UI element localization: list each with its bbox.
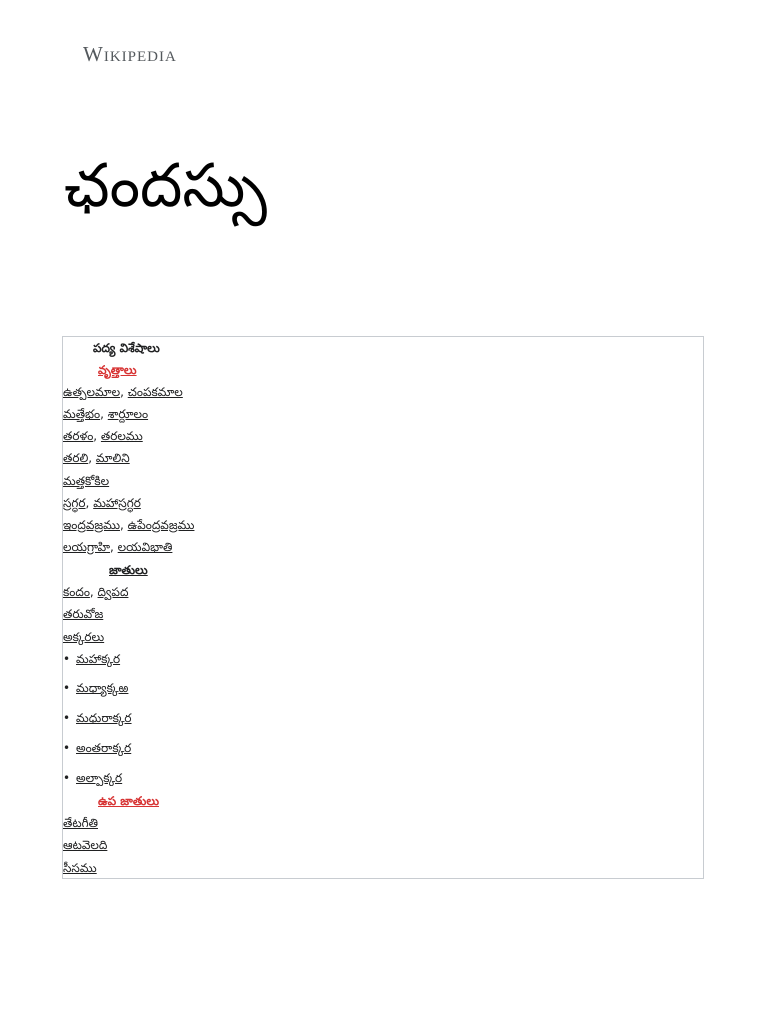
- link-utpalamala[interactable]: ఉత్పలమాల: [63, 385, 121, 399]
- link-champakamala[interactable]: చంపకమాల: [127, 385, 183, 399]
- link-tarali[interactable]: తరలి: [63, 451, 89, 465]
- list-item: ఇంద్రవజ్రము, ఉపేంద్రవజ్రము: [63, 518, 195, 532]
- link-mahasragdhara[interactable]: మహాస్రగ్ధర: [93, 496, 141, 510]
- link-upendravajramu[interactable]: ఉపేంద్రవజ్రము: [127, 518, 195, 532]
- link-akkaralu[interactable]: అక్కరలు: [63, 630, 105, 644]
- list-item: [63, 627, 104, 647]
- link-shardulam[interactable]: శార్దూలం: [107, 407, 149, 421]
- list-item: [63, 471, 109, 491]
- infobox-title: పద్య విశేషాలు: [93, 341, 160, 355]
- link-alpakkara[interactable]: అల్పాక్కర: [76, 771, 123, 785]
- link-antarakkara[interactable]: అంతరాక్కర: [76, 741, 132, 755]
- link-taralam[interactable]: తరళం: [63, 429, 94, 443]
- wikipedia-wordmark[interactable]: Wikipedia: [83, 42, 177, 66]
- link-indravajramu[interactable]: ఇంద్రవజ్రము: [63, 518, 120, 532]
- link-mahakkara[interactable]: మహాక్కర: [76, 652, 121, 666]
- bullet-icon: •: [63, 652, 71, 666]
- link-tetagiti[interactable]: తేటగీతి: [63, 816, 98, 830]
- link-layavibhati[interactable]: లయవిభాతి: [117, 540, 173, 554]
- link-taralamu[interactable]: తరలము: [100, 429, 143, 443]
- link-mattakokila[interactable]: మత్తకోకిల: [63, 474, 110, 488]
- link-sisamu[interactable]: సీసము: [63, 861, 97, 875]
- bullet-icon: •: [63, 741, 71, 755]
- bullet-icon: •: [63, 681, 71, 695]
- link-malini[interactable]: మాలిని: [95, 451, 130, 465]
- page-title: ఛందస్సు: [64, 151, 267, 221]
- list-item: ఉత్పలమాల, చంపకమాల: [63, 385, 183, 399]
- list-item: స్రగ్ధర, మహాస్రగ్ధర: [63, 496, 141, 510]
- list-item: తరళం, తరలము: [63, 429, 143, 443]
- link-madhyakkara[interactable]: మధ్యాక్కఱ: [76, 681, 129, 695]
- poetry-infobox: [62, 336, 704, 879]
- link-dvipada[interactable]: ద్విపద: [97, 585, 129, 599]
- bullet-icon: •: [63, 771, 71, 785]
- link-mattebham[interactable]: మత్తేభం: [63, 407, 101, 421]
- list-item: [63, 835, 107, 855]
- section-link-upajatulu[interactable]: ఉప జాతులు: [98, 794, 159, 808]
- link-kandam[interactable]: కందం: [63, 585, 90, 599]
- list-item: [63, 604, 103, 624]
- list-item: తరలి, మాలిని: [63, 451, 130, 465]
- section-link-jatulu[interactable]: జాతులు: [109, 563, 148, 577]
- list-item: కందం, ద్విపద: [63, 585, 129, 599]
- bullet-icon: •: [63, 711, 71, 725]
- section-link-vrittalu[interactable]: వృత్తాలు: [98, 363, 137, 377]
- link-ataveladi[interactable]: ఆటవెలది: [63, 838, 108, 852]
- link-madhurakkara[interactable]: మధురాక్కర: [76, 711, 132, 725]
- list-item: [63, 813, 98, 833]
- link-sragdhara[interactable]: స్రగ్ధర: [63, 496, 86, 510]
- list-item: [63, 858, 97, 878]
- list-item: మత్తేభం, శార్దూలం: [63, 407, 149, 421]
- link-taruvoja[interactable]: తరువోజ: [63, 607, 104, 621]
- list-item: లయగ్రాహి, లయవిభాతి: [63, 540, 173, 554]
- link-layagrahi[interactable]: లయగ్రాహి: [63, 540, 111, 554]
